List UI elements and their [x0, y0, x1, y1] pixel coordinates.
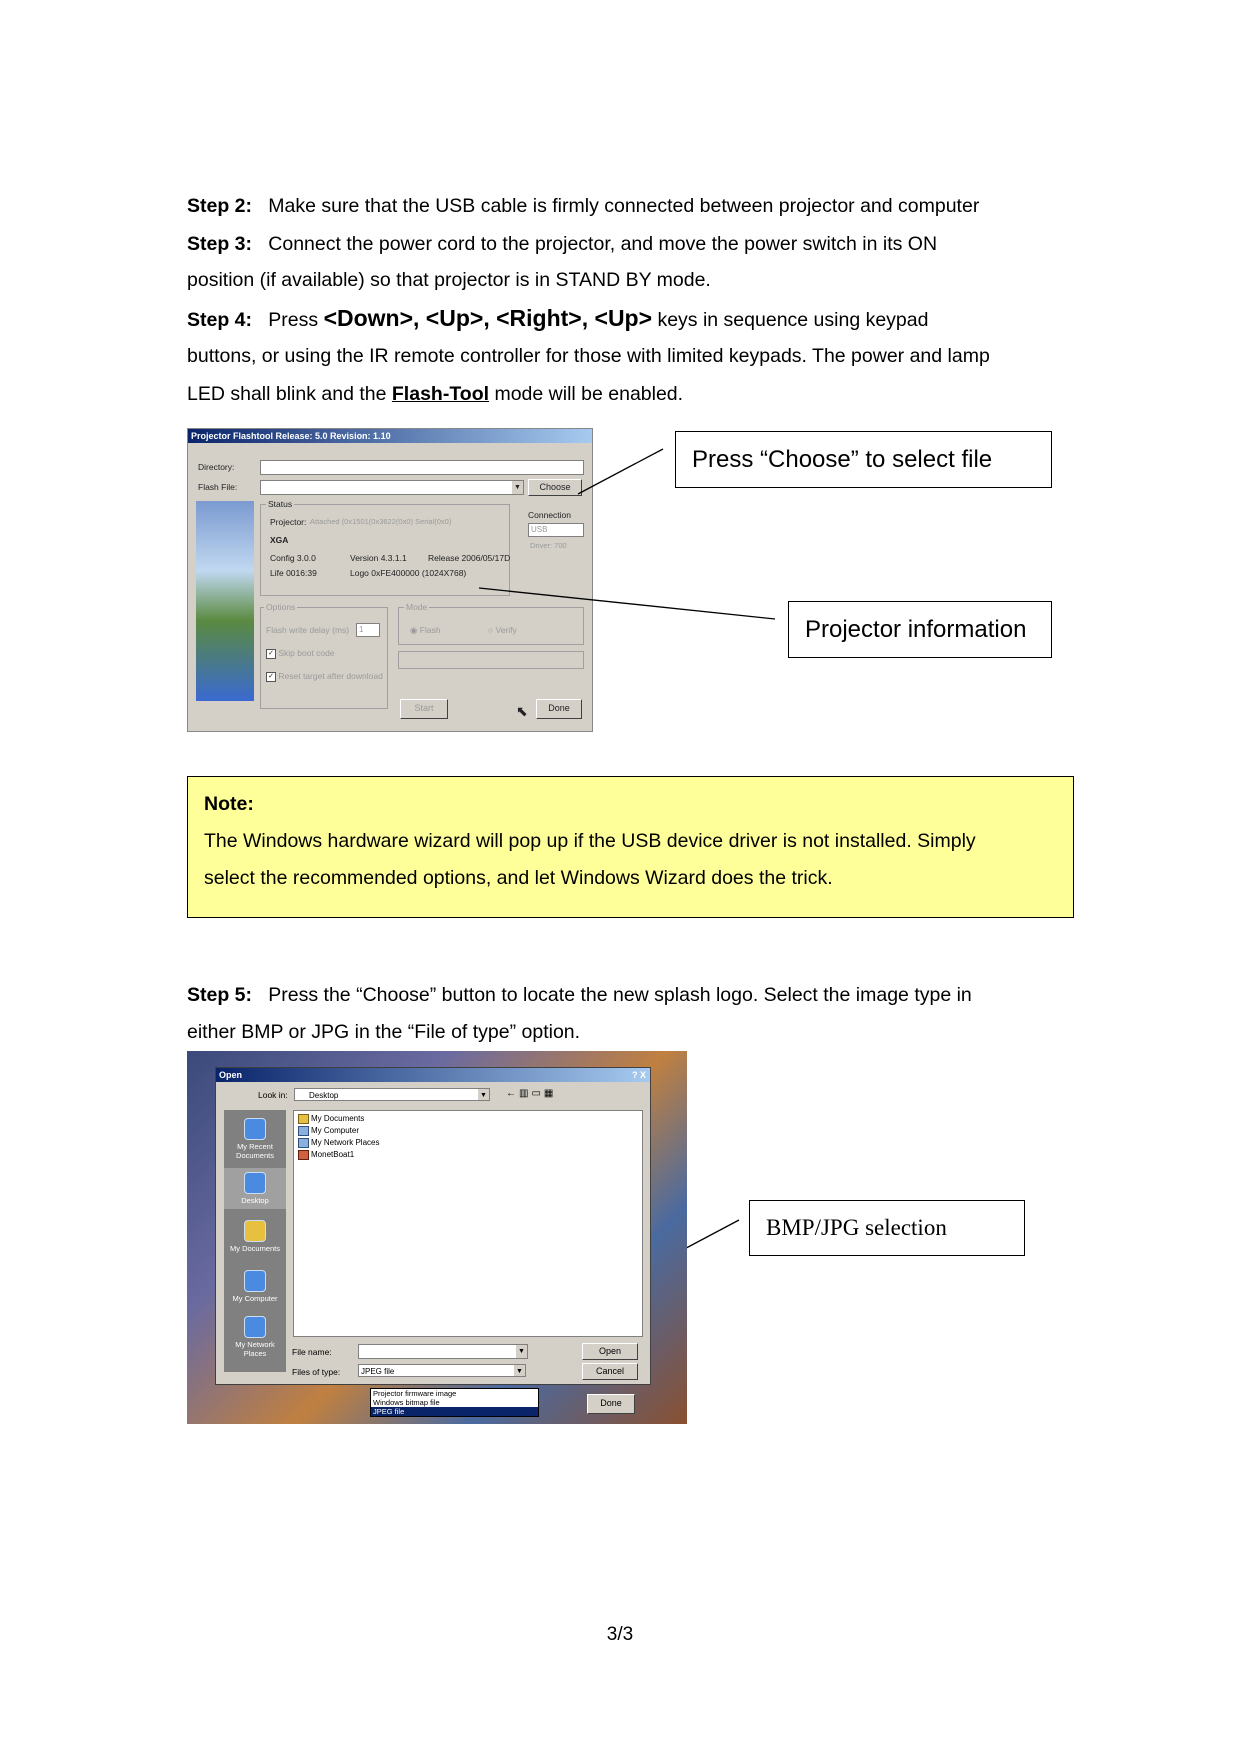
view-menu-icon[interactable]: ▦: [543, 1088, 557, 1099]
place-my-documents[interactable]: [224, 1220, 286, 1253]
open-dialog: [215, 1067, 651, 1385]
network-places-icon: [244, 1316, 266, 1338]
file-type-select[interactable]: [358, 1364, 526, 1377]
file-item[interactable]: [298, 1138, 379, 1148]
checkbox-checked-icon: ✓: [266, 672, 276, 682]
file-item-label: MonetBoat1: [311, 1150, 355, 1160]
chevron-down-icon: ▼: [478, 1089, 489, 1100]
place-my-computer-label: My Computer: [232, 1294, 278, 1303]
open-dialog-title: Open: [219, 1070, 243, 1080]
type-option[interactable]: Projector firmware image: [373, 1389, 457, 1398]
place-recent-label: My Recent Documents: [236, 1142, 274, 1160]
chevron-down-icon: ▼: [516, 1345, 527, 1358]
step-4-after-keys: keys in sequence using keypad: [657, 309, 929, 331]
options-label: Options: [266, 602, 296, 612]
config-value: Config 3.0.0: [270, 553, 316, 563]
file-item-label: My Network Places: [311, 1138, 380, 1148]
step-4-press: Press: [268, 309, 319, 331]
network-icon: [298, 1138, 309, 1148]
file-type-dropdown[interactable]: [370, 1388, 539, 1417]
step-3-line1: Connect the power cord to the projector, and move the power switch in its ON: [268, 233, 938, 255]
type-option-selected[interactable]: JPEG file: [371, 1407, 538, 1416]
place-my-documents-label: My Documents: [229, 1244, 280, 1253]
step-4-line3-pre: LED shall blink and the: [187, 383, 387, 405]
bmp-jpg-callout: BMP/JPG selection: [749, 1200, 1025, 1256]
place-desktop[interactable]: [224, 1168, 286, 1209]
verify-radio-label: Verify: [495, 625, 517, 635]
step-4-line2: buttons, or using the IR remote controller for those with limited keypads. The power and lamp: [187, 345, 990, 367]
look-in-value: Desktop: [309, 1091, 339, 1100]
done-button[interactable]: Done: [536, 699, 582, 719]
places-bar: [224, 1110, 286, 1372]
step-5-line1: Press the “Choose” button to locate the new splash logo. Select the image type in: [268, 984, 972, 1006]
flash-delay-label: Flash write delay (ms): [266, 625, 350, 635]
flashtool-titlebar: Projector Flashtool Release: 5.0 Revision: 1.10: [188, 429, 592, 443]
note-title: Note:: [204, 793, 254, 815]
desktop-icon: [244, 1172, 266, 1194]
mode-label: Mode: [406, 602, 428, 612]
flash-tool-link[interactable]: Flash-Tool: [391, 383, 490, 405]
chevron-down-icon: ▼: [512, 481, 523, 494]
cancel-button[interactable]: Cancel: [582, 1363, 638, 1380]
chevron-down-icon: ▼: [514, 1365, 525, 1376]
place-my-computer[interactable]: [224, 1270, 286, 1303]
image-file-icon: [298, 1150, 309, 1160]
file-name-input[interactable]: [358, 1344, 528, 1359]
new-folder-icon[interactable]: ▭: [531, 1088, 544, 1099]
file-name-label: File name:: [292, 1347, 332, 1357]
up-folder-icon[interactable]: ▥: [519, 1088, 532, 1099]
start-button[interactable]: Start: [400, 699, 448, 719]
connection-field[interactable]: USB: [528, 523, 584, 537]
projector-label: Projector:: [270, 517, 307, 527]
computer-icon: [298, 1126, 309, 1136]
choose-button[interactable]: Choose: [528, 479, 582, 496]
recent-documents-icon: [244, 1118, 266, 1140]
version-value: Version 4.3.1.1: [350, 553, 407, 563]
open-dialog-titlebar: [216, 1068, 650, 1082]
projector-info-callout: Projector information: [788, 601, 1052, 658]
type-option[interactable]: Windows bitmap file: [373, 1398, 440, 1407]
look-in-label: Look in:: [258, 1090, 288, 1100]
place-network[interactable]: [224, 1316, 286, 1358]
place-recent[interactable]: [224, 1118, 286, 1160]
step-2-text: Make sure that the USB cable is firmly connected between projector and computer: [268, 195, 980, 217]
mouse-cursor-icon: ⬉: [516, 703, 528, 719]
page-number: 3/3: [606, 1624, 634, 1645]
my-documents-icon: [244, 1220, 266, 1242]
key-sequence: <Down>, <Up>, <Right>, <Up>: [323, 305, 653, 331]
step-4-label: Step 4:: [187, 309, 253, 331]
open-button[interactable]: Open: [582, 1343, 638, 1360]
flash-radio-label: Flash: [419, 625, 441, 635]
life-value: Life 0016:39: [270, 568, 317, 578]
done-button[interactable]: Done: [587, 1394, 635, 1414]
step-3-label: Step 3:: [187, 233, 253, 255]
reset-target-label: Reset target after download: [278, 671, 383, 681]
radio-unselected-icon: ○: [488, 625, 494, 635]
projector-model: XGA: [270, 535, 289, 545]
file-type-label: Files of type:: [292, 1367, 341, 1377]
file-item-label: My Documents: [311, 1114, 365, 1124]
file-item-label: My Computer: [311, 1126, 360, 1136]
my-computer-icon: [244, 1270, 266, 1292]
folder-icon: [298, 1114, 309, 1124]
file-type-value: JPEG file: [361, 1367, 395, 1376]
place-desktop-label: Desktop: [241, 1196, 269, 1205]
toolbar-icons[interactable]: [506, 1088, 556, 1099]
step-4-line3-post: mode will be enabled.: [494, 383, 684, 405]
place-network-label: My Network Places: [235, 1340, 275, 1358]
file-item[interactable]: [298, 1126, 359, 1136]
checkbox-checked-icon: ✓: [266, 649, 276, 659]
skip-boot-label: Skip boot code: [278, 648, 335, 658]
file-item[interactable]: [298, 1150, 354, 1160]
back-icon[interactable]: ←: [506, 1088, 519, 1099]
flash-file-label: Flash File:: [198, 482, 238, 492]
step-5-label: Step 5:: [187, 984, 253, 1006]
delay-input[interactable]: 1: [356, 623, 380, 637]
choose-callout-line: [578, 449, 663, 494]
step-3-line2: position (if available) so that projector is in STAND BY mode.: [187, 269, 711, 291]
step-2-label: Step 2:: [187, 195, 253, 217]
radio-selected-icon: ◉: [410, 625, 418, 635]
help-close-icon[interactable]: ? X: [631, 1070, 646, 1080]
file-item[interactable]: [298, 1114, 364, 1124]
step-5-line2: either BMP or JPG in the “File of type” option.: [187, 1021, 581, 1043]
note-line2: select the recommended options, and let Windows Wizard does the trick.: [204, 867, 833, 889]
open-dialog-screenshot: [187, 1051, 687, 1424]
note-box: [187, 776, 1074, 918]
note-line1: The Windows hardware wizard will pop up if the USB device driver is not installed. Simply: [204, 830, 976, 852]
step-5: [187, 983, 972, 1007]
driver-value: Driver: 700: [530, 541, 567, 550]
file-list: [293, 1110, 643, 1337]
connection-label: Connection: [528, 510, 572, 520]
projector-info-callout-line: [479, 588, 775, 619]
status-label: Status: [268, 499, 293, 509]
logo-value: Logo 0xFE400000 (1024X768): [350, 568, 467, 578]
projector-value: Attached (0x1501(0x3622(0x0) Serial(0x0): [310, 517, 452, 526]
release-value: Release 2006/05/17D: [428, 553, 511, 563]
directory-label: Directory:: [198, 462, 235, 472]
choose-callout: Press “Choose” to select file: [675, 431, 1052, 488]
look-in-select[interactable]: [294, 1088, 490, 1101]
